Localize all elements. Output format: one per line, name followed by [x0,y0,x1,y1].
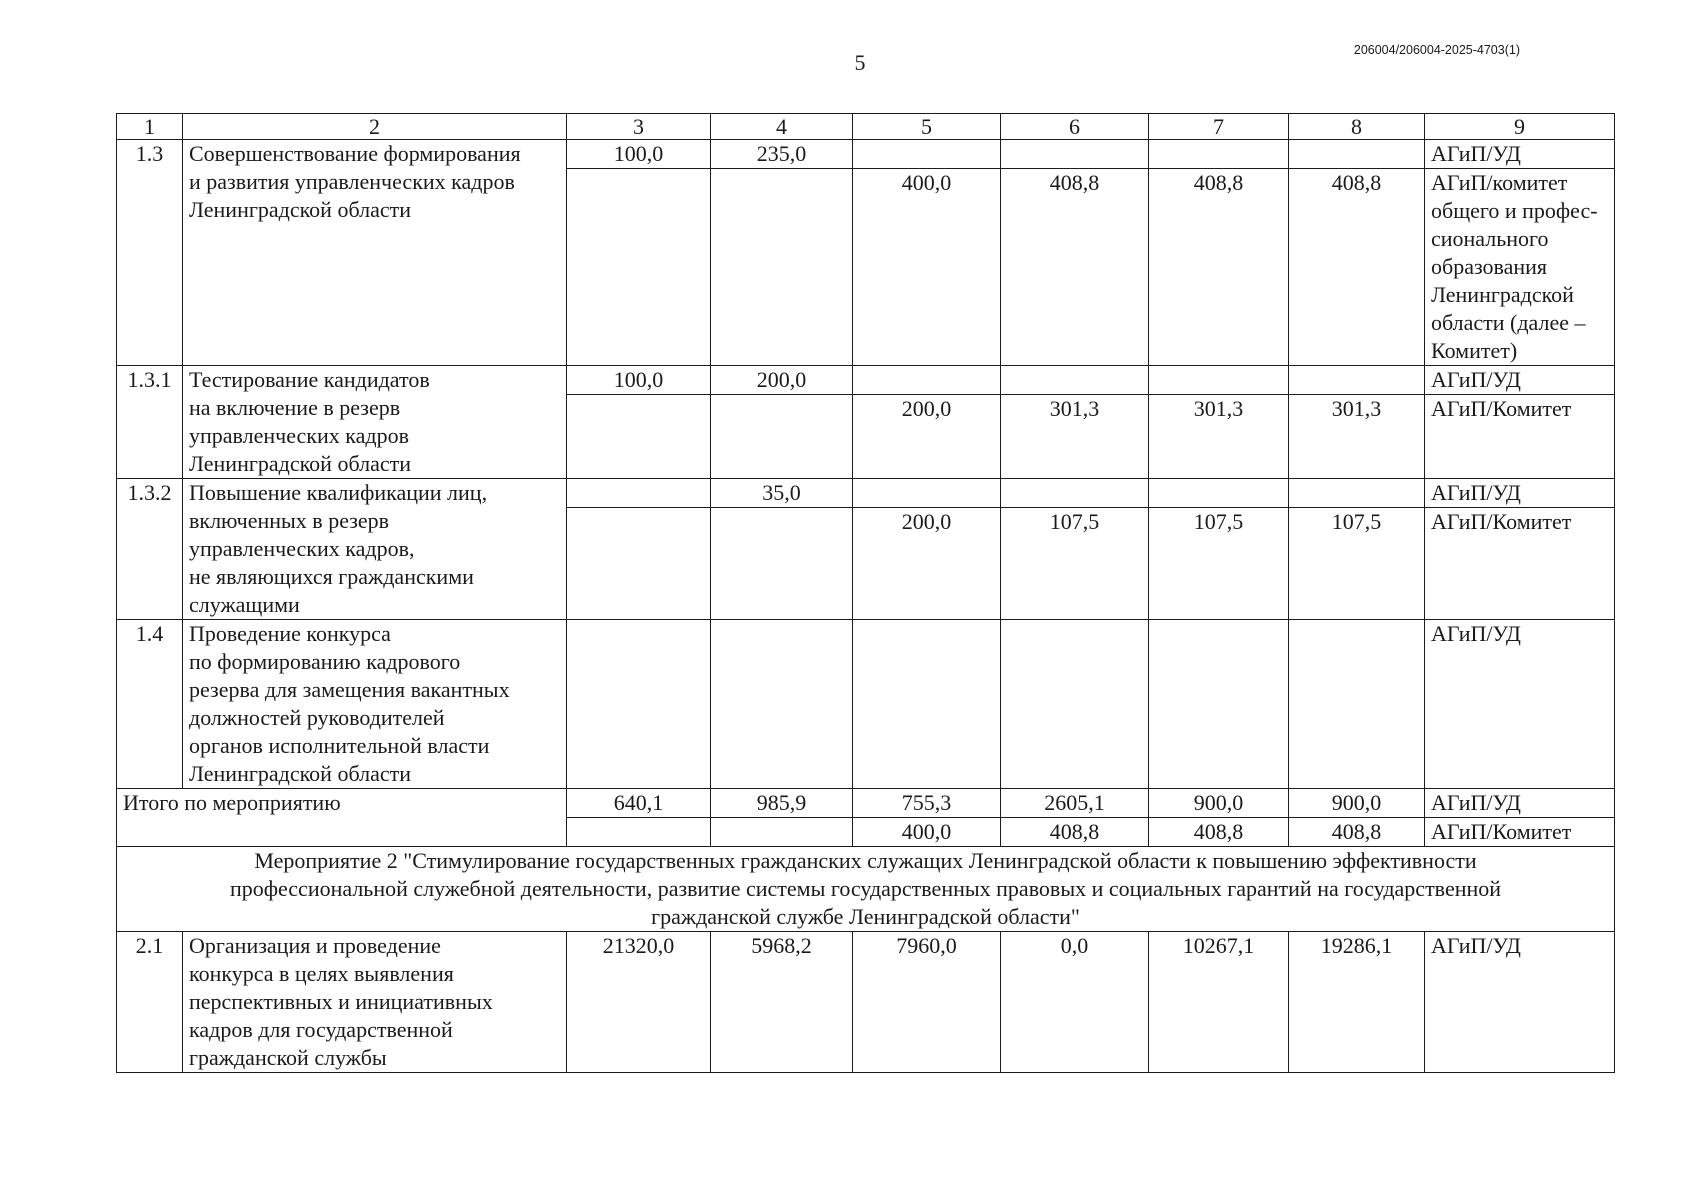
text-line: Повышение квалификации лиц, [189,480,488,505]
value-cell: 200,0 [853,395,1001,479]
row-number: 2.1 [117,932,183,1073]
value-cell [1001,140,1149,169]
value-cell: 100,0 [567,366,711,395]
row-number: 1.3.1 [117,366,183,479]
measure-2-heading [117,847,1615,932]
section-heading-row [117,847,1615,932]
value-cell: 107,5 [1149,508,1289,620]
text-line: Тестирование кандидатов [189,367,430,392]
header-cell: 5 [853,114,1001,140]
value-cell: 21320,0 [567,932,711,1073]
document-id: 206004/206004-2025-4703(1) [1353,43,1520,57]
text-line: управленческих кадров, [189,536,415,561]
value-cell [853,479,1001,508]
header-cell: 9 [1425,114,1615,140]
table-row [117,479,1615,508]
value-cell [567,620,711,789]
text-line: конкурса в целях выявления [189,961,454,986]
responsible-cell: АГиП/УД [1425,620,1615,789]
row-number: 1.4 [117,620,183,789]
responsible-cell: АГиП/Комитет [1425,508,1615,620]
value-cell: 408,8 [1149,169,1289,366]
table-row [117,620,1615,789]
value-cell [1001,366,1149,395]
value-cell [1289,366,1425,395]
text-line: на включение в резерв [189,395,401,420]
total-label: Итого по мероприятию [117,789,567,847]
value-cell: 900,0 [1149,789,1289,818]
value-cell [853,620,1001,789]
text-line: Ленинградской области [189,761,411,786]
value-cell: 408,8 [1001,169,1149,366]
measure-name [183,366,567,479]
value-cell [711,818,853,847]
value-cell [1149,479,1289,508]
text-line: служащими [189,592,300,617]
header-cell: 4 [711,114,853,140]
text-line: должностей руководителей [189,705,445,730]
value-cell: 900,0 [1289,789,1425,818]
text-line: Совершенствование формирования [189,141,521,166]
text-line: сионального [1431,226,1549,251]
value-cell [1149,620,1289,789]
value-cell: 640,1 [567,789,711,818]
value-cell: 985,9 [711,789,853,818]
header-cell: 7 [1149,114,1289,140]
table-row [117,366,1615,395]
value-cell [567,818,711,847]
value-cell [1289,479,1425,508]
value-cell: 200,0 [711,366,853,395]
measure-name [183,140,567,366]
value-cell: 0,0 [1001,932,1149,1073]
value-cell [567,169,711,366]
value-cell [711,620,853,789]
row-number: 1.3 [117,140,183,366]
budget-table [116,113,1615,1073]
text-line: резерва для замещения вакантных [189,677,510,702]
text-line: управленческих кадров [189,423,409,448]
value-cell: 235,0 [711,140,853,169]
value-cell [853,366,1001,395]
value-cell [711,508,853,620]
table-row [117,140,1615,169]
text-line: Проведение конкурса [189,621,391,646]
value-cell: 408,8 [1289,169,1425,366]
text-line: и развития управленческих кадров [189,169,515,194]
page-number: 5 [854,50,866,75]
measure-name [183,479,567,620]
text-line: Ленинградской области [189,451,411,476]
header-cell: 1 [117,114,183,140]
text-line: перспективных и инициативных [189,989,493,1014]
header-cell: 3 [567,114,711,140]
value-cell: 10267,1 [1149,932,1289,1073]
text-line: Ленинградской области [189,197,411,222]
value-cell: 301,3 [1289,395,1425,479]
text-line: Комитет) [1431,338,1518,363]
value-cell: 19286,1 [1289,932,1425,1073]
text-line: не являющихся гражданскими [189,564,474,589]
value-cell: 100,0 [567,140,711,169]
value-cell [1289,140,1425,169]
value-cell: 301,3 [1149,395,1289,479]
text-line: гражданской службы [189,1045,387,1070]
responsible-cell [1425,169,1615,366]
text-line: гражданской службе Ленинградской области" [651,904,1080,929]
text-line: Ленинградской [1431,282,1574,307]
responsible-cell: АГиП/Комитет [1425,395,1615,479]
header-row [117,114,1615,140]
text-line: образования [1431,254,1548,279]
value-cell: 408,8 [1001,818,1149,847]
value-cell: 755,3 [853,789,1001,818]
text-line: Организация и проведение [189,933,441,958]
table-row [117,932,1615,1073]
value-cell: 107,5 [1289,508,1425,620]
text-line: общего и профес- [1431,198,1598,223]
text-line: АГиП/комитет [1431,170,1568,195]
value-cell: 35,0 [711,479,853,508]
responsible-cell: АГиП/УД [1425,932,1615,1073]
responsible-cell: АГиП/УД [1425,479,1615,508]
responsible-cell: АГиП/Комитет [1425,818,1615,847]
value-cell: 408,8 [1149,818,1289,847]
value-cell: 200,0 [853,508,1001,620]
value-cell: 5968,2 [711,932,853,1073]
value-cell: 400,0 [853,169,1001,366]
header-cell: 2 [183,114,567,140]
value-cell [1149,140,1289,169]
header-cell: 8 [1289,114,1425,140]
row-number: 1.3.2 [117,479,183,620]
value-cell [1001,479,1149,508]
value-cell [853,140,1001,169]
total-row [117,789,1615,818]
measure-name [183,620,567,789]
value-cell: 7960,0 [853,932,1001,1073]
value-cell [711,395,853,479]
value-cell [567,395,711,479]
responsible-cell: АГиП/УД [1425,140,1615,169]
value-cell: 2605,1 [1001,789,1149,818]
text-line: включенных в резерв [189,508,390,533]
header-cell: 6 [1001,114,1149,140]
value-cell [1149,366,1289,395]
text-line: по формированию кадрового [189,649,461,674]
text-line: кадров для государственной [189,1017,453,1042]
measure-name [183,932,567,1073]
text-line: профессиональной служебной деятельности, развитие системы государственных правовых и социальных гарантий на государственной [229,876,1502,901]
value-cell: 107,5 [1001,508,1149,620]
value-cell [567,508,711,620]
value-cell: 301,3 [1001,395,1149,479]
value-cell [567,479,711,508]
value-cell: 408,8 [1289,818,1425,847]
responsible-cell: АГиП/УД [1425,789,1615,818]
text-line: Мероприятие 2 "Стимулирование государственных гражданских служащих Ленинградской области к повышению эффективности [254,848,1477,873]
responsible-cell: АГиП/УД [1425,366,1615,395]
value-cell [1289,620,1425,789]
value-cell: 400,0 [853,818,1001,847]
value-cell [711,169,853,366]
value-cell [1001,620,1149,789]
text-line: области (далее – [1431,310,1586,335]
text-line: органов исполнительной власти [189,733,490,758]
